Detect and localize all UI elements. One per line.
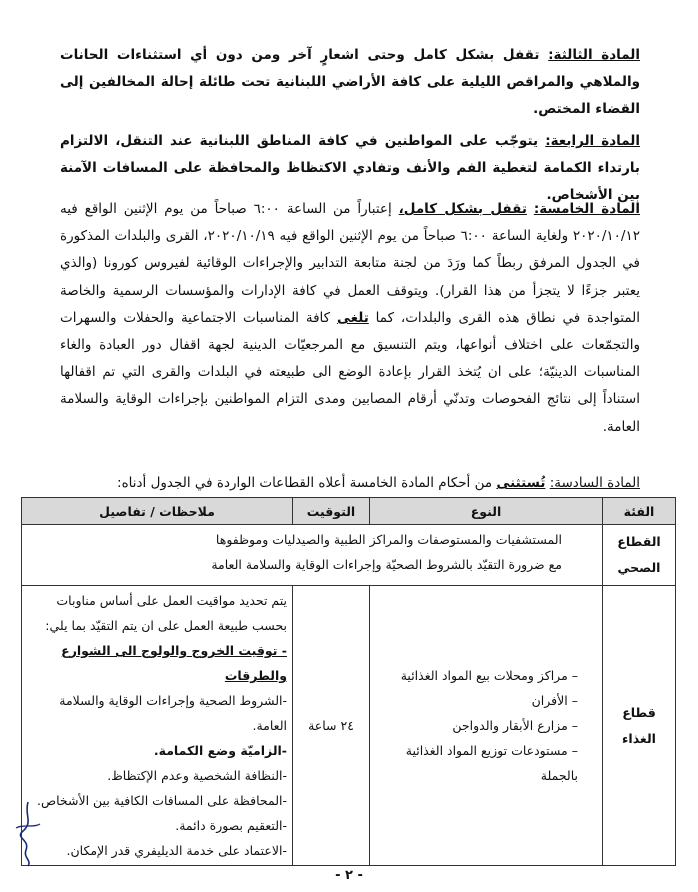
- health-line-1: المستشفيات والمستوصفات والمراكز الطبية والصيدليات وموظفوها: [215, 532, 562, 547]
- header-notes: ملاحظات / تفاصيل: [22, 498, 293, 525]
- article-5-lead: تقفل بشكل كامل،: [398, 201, 527, 217]
- food-category: قطاع الغذاء: [603, 586, 676, 866]
- article-5-cancel: تلغى: [336, 309, 369, 326]
- table-row-food: [22, 586, 676, 866]
- food-note-1: - توقيت الخروج والولوج الى الشوارع والطرقات: [61, 643, 287, 683]
- list-item: – مستودعات توزيع المواد الغذائية بالجملة: [375, 738, 578, 788]
- page-number: - ٢ -: [335, 868, 363, 883]
- article-3-text: تقفل بشكل كامل وحتى اشعارٍ آخر ومن دون أي استثناءات الحانات والملاهي والمراقص الليلية على كافة الأراضي اللبنانية تحت طائلة إحالة المخالفين إلى القضاء المختص.: [60, 47, 640, 117]
- article-3-title: المادة الثالثة:: [548, 47, 641, 63]
- article-3: [60, 42, 640, 123]
- food-note-3: -الزاميّة وضع الكمامة.: [153, 743, 287, 758]
- food-note-4: -النظافة الشخصية وعدم الإكتظاظ.: [107, 768, 287, 783]
- article-5-text-1: إعتباراً من الساعة ٦:٠٠ صباحاً من يوم الإثنين الواقع فيه ٢٠٢٠/١٠/١٢ ولغاية الساعة ٦:٠٠ صباحاً من يوم الإثنين الواقع فيه ٢٠٢٠/١٠/١٩، القرى والبلدات المذكورة في الجدول المرفق ربطاً كما ورَدَ من لجنة متابعة التدابير والإجراءات الوقائية لفيروس كورونا (والذي يعتبر جزءًا لا يتجزأ من هذا القرار). ويتوقف العمل في كافة الإدارات والمؤسسات الرسمية والخاصة المتواجدة في نطاق هذه القرى والبلدات، كما: [60, 201, 641, 326]
- article-5-title: المادة الخامسة:: [533, 201, 641, 217]
- food-types: [370, 586, 603, 866]
- food-note-6: -التعقيم بصورة دائمة.: [175, 818, 287, 833]
- list-item: – مزارع الأبقار والدواجن: [375, 713, 578, 738]
- article-4-title: المادة الرابعة:: [545, 133, 640, 149]
- article-6: [60, 470, 640, 497]
- health-category: القطاع الصحي: [603, 525, 676, 586]
- food-notes: [22, 586, 293, 866]
- article-6-title: المادة السادسة:: [549, 475, 640, 491]
- food-timing: ٢٤ ساعة: [293, 586, 370, 866]
- article-6-lead: تُستثنى: [496, 475, 546, 491]
- health-line-2: مع ضرورة التقيّد بالشروط الصحيّة وإجراءات الوقاية والسلامة العامة: [211, 557, 562, 572]
- list-item: – الأفران: [375, 688, 578, 713]
- table-row-health: [22, 525, 676, 586]
- food-notes-intro: يتم تحديد مواقيت العمل على أساس مناوبات بحسب طبيعة العمل على ان يتم التقيّد بما يلي:: [45, 593, 287, 633]
- article-5-text-2: كافة المناسبات الاجتماعية والحفلات والسهرات والتجمّعات على اختلاف أنواعها، ويتم التنسيق مع المرجعيّات الدينية لجهة اقفال دور العبادة والغاء المناسبات الدينيّة؛ على ان يُتخذ القرار بإعادة الوضع الى طبيعته في البلدات والقرى التي تم اقفالها استناداً إلى نتائج الفحوصات وتدنّي أرقام المصابين ومدى التزام المواطنين بإجراءات الوقاية والسلامة العامة.: [60, 309, 640, 435]
- header-category: الفئة: [603, 498, 676, 525]
- article-6-text: من أحكام المادة الخامسة أعلاه القطاعات الواردة في الجدول أدناه:: [117, 475, 493, 491]
- header-timing: التوقيت: [293, 498, 370, 525]
- header-type: النوع: [370, 498, 603, 525]
- table-header-row: [22, 498, 676, 525]
- article-4-text: يتوجّب على المواطنين في كافة المناطق اللبنانية عند التنقل، الالتزام بارتداء الكمامة لتغطية الفم والأنف وتفادي الاكتظاظ والمحافظة على المسافات الآمنة بين الأشخاص.: [60, 133, 640, 203]
- list-item: – مراكز ومحلات بيع المواد الغذائية: [375, 663, 578, 688]
- handwritten-signature: [8, 798, 48, 868]
- health-details: [22, 525, 603, 586]
- food-note-2: -الشروط الصحية وإجراءات الوقاية والسلامة العامة.: [59, 693, 287, 733]
- food-note-5: -المحافظة على المسافات الكافية بين الأشخاص.: [37, 793, 287, 808]
- article-5: [60, 196, 640, 441]
- sectors-table: [21, 497, 676, 866]
- food-note-7: -الاعتماد على خدمة الديليفري قدر الإمكان.: [66, 843, 287, 858]
- food-type-list: [375, 663, 578, 788]
